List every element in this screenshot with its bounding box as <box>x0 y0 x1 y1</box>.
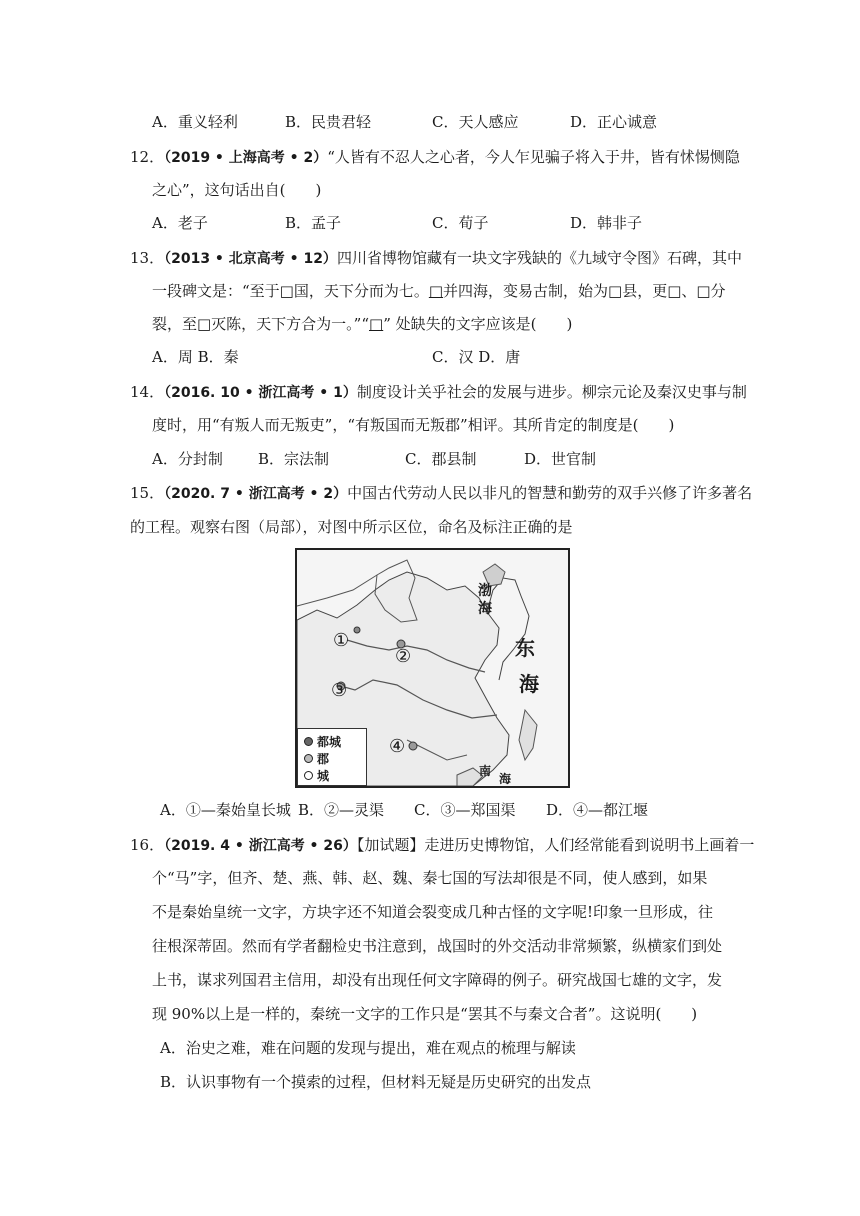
q15-option-a: A．①—秦始皇长城 <box>160 801 291 819</box>
q13-source: （2013 • 北京高考 • 12） <box>164 251 337 267</box>
map-marker-2: ② <box>395 646 412 667</box>
q16-tag: 【加试题】 <box>356 836 425 854</box>
q13-option-cd: C．汉 D．唐 <box>432 348 521 366</box>
legend-commandery-icon <box>304 754 313 763</box>
q13-line-1 <box>130 248 742 269</box>
sea-bohai-1: 渤 <box>478 583 492 599</box>
q14-number: 14． <box>130 383 165 401</box>
capital-dot <box>354 627 360 633</box>
q11-option-b: B．民贵君轻 <box>285 113 372 131</box>
map-marker-3: ③ <box>331 680 348 701</box>
q16-line-6: 现 90%以上是一样的，秦统一文字的工作只是“罢其不与秦文合者”。这说明( ) <box>152 1005 698 1023</box>
q16-line-4: 往根深蒂固。然而有学者翻检史书注意到，战国时的外交活动非常频繁，纵横家们到处 <box>152 937 723 955</box>
legend-city-label: 城 <box>317 769 330 783</box>
legend-commandery <box>304 750 329 767</box>
q16-option-a: A．治史之难，难在问题的发现与提出，难在观点的梳理与解读 <box>160 1039 576 1057</box>
sea-south-1: 南 <box>479 764 492 778</box>
q15-option-d: D．④—都江堰 <box>546 801 649 819</box>
q12-option-c: C．荀子 <box>432 214 489 232</box>
q14-option-b: B．宗法制 <box>258 450 330 468</box>
q13-marked-blank: □ <box>428 282 444 300</box>
q15-source: （2020. 7 • 浙江高考 • 2） <box>164 486 348 502</box>
q14-option-d: D．世官制 <box>524 450 597 468</box>
q14-source: （2016. 10 • 浙江高考 • 1） <box>164 385 357 401</box>
q13-line-3-a: 裂，至□灭陈，天下方合为一。”“ <box>152 315 370 333</box>
q14-option-a: A．分封制 <box>152 450 223 468</box>
china-ancient-map <box>295 548 570 788</box>
q11-option-c: C．天人感应 <box>432 113 519 131</box>
q16-option-b: B．认识事物有一个摸索的过程，但材料无疑是历史研究的出发点 <box>160 1073 592 1091</box>
legend-city-icon <box>304 771 313 780</box>
q12-option-d: D．韩非子 <box>570 214 643 232</box>
q12-line-1 <box>130 147 740 168</box>
q13-line-2 <box>152 281 726 301</box>
q16-source: （2019. 4 • 浙江高考 • 26） <box>164 838 357 854</box>
sea-bohai-2: 海 <box>478 601 492 617</box>
sea-east-2: 海 <box>519 672 539 696</box>
sea-south-2: 海 <box>499 772 512 786</box>
q15-text: 中国古代劳动人民以非凡的智慧和勤劳的双手兴修了许多著名 <box>347 484 753 502</box>
map-legend <box>297 728 367 786</box>
q12-option-a: A．老子 <box>152 214 208 232</box>
q14-option-c: C．郡县制 <box>405 450 477 468</box>
q13-line-3 <box>152 314 572 334</box>
marker-4-dot <box>409 742 417 750</box>
legend-capital-label: 都城 <box>317 735 342 749</box>
q12-text: “人皆有不忍人之心者，今人乍见骗子将入于井，皆有怵惕恻隐 <box>327 148 740 166</box>
q12-number: 12． <box>130 148 165 166</box>
map-marker-4: ④ <box>389 736 406 757</box>
q13-option-ab: A．周 B．秦 <box>152 348 239 366</box>
legend-commandery-label: 郡 <box>317 752 330 766</box>
sea-east-1: 东 <box>515 636 535 660</box>
q16-line-3: 不是秦始皇统一文字，方块字还不知道会裂变成几种古怪的文字呢!印象一旦形成，往 <box>152 903 714 921</box>
q12-source: （2019 • 上海高考 • 2） <box>164 150 328 166</box>
q14-line-2: 度时，用“有叛人而无叛吏”，“有叛国而无叛郡”相评。其所肯定的制度是( ) <box>152 416 675 434</box>
q13-marked-blank-quote: □ <box>369 315 384 333</box>
q12-option-b: B．孟子 <box>285 214 342 232</box>
q16-line-2: 个“马”字，但齐、楚、燕、韩、赵、魏、秦七国的写法却很是不同，使人感到，如果 <box>152 869 708 887</box>
q15-line-2: 的工程。观察右图（局部），对图中所示区位，命名及标注正确的是 <box>130 518 573 536</box>
q16-number: 16． <box>130 836 165 854</box>
q14-line-1 <box>130 382 747 403</box>
q11-option-a: A．重义轻利 <box>152 113 238 131</box>
q13-number: 13． <box>130 249 165 267</box>
q13-line-3-b: ” 处缺失的文字应该是( ) <box>383 315 573 333</box>
q11-option-d: D．正心诚意 <box>570 113 658 131</box>
map-marker-1: ① <box>333 630 350 651</box>
q13-line-2-a: 一段碑文是：“至于□国，天下分而为七。 <box>152 282 429 300</box>
legend-capital-icon <box>304 737 313 746</box>
q15-option-c: C．③—郑国渠 <box>414 801 516 819</box>
q13-line-2-b: 并四海，变易古制，始为□县，更□、□分 <box>443 282 726 300</box>
legend-city <box>304 767 329 784</box>
q15-number: 15． <box>130 484 165 502</box>
q14-text: 制度设计关乎社会的发展与进步。柳宗元论及秦汉史事与制 <box>356 383 747 401</box>
q16-line-1 <box>130 835 754 856</box>
q15-line-1 <box>130 483 752 504</box>
legend-capital <box>304 733 341 750</box>
q15-option-b: B．②—灵渠 <box>298 801 385 819</box>
q16-text: 走进历史博物馆，人们经常能看到说明书上画着一 <box>424 836 755 854</box>
q13-text: 四川省博物馆藏有一块文字残缺的《九域守令图》石碑，其中 <box>336 249 742 267</box>
q16-line-5: 上书，谋求列国君主信用，却没有出现任何文字障碍的例子。研究战国七雄的文字，发 <box>152 971 723 989</box>
q12-line-2: 之心”，这句话出自( ) <box>152 181 322 199</box>
